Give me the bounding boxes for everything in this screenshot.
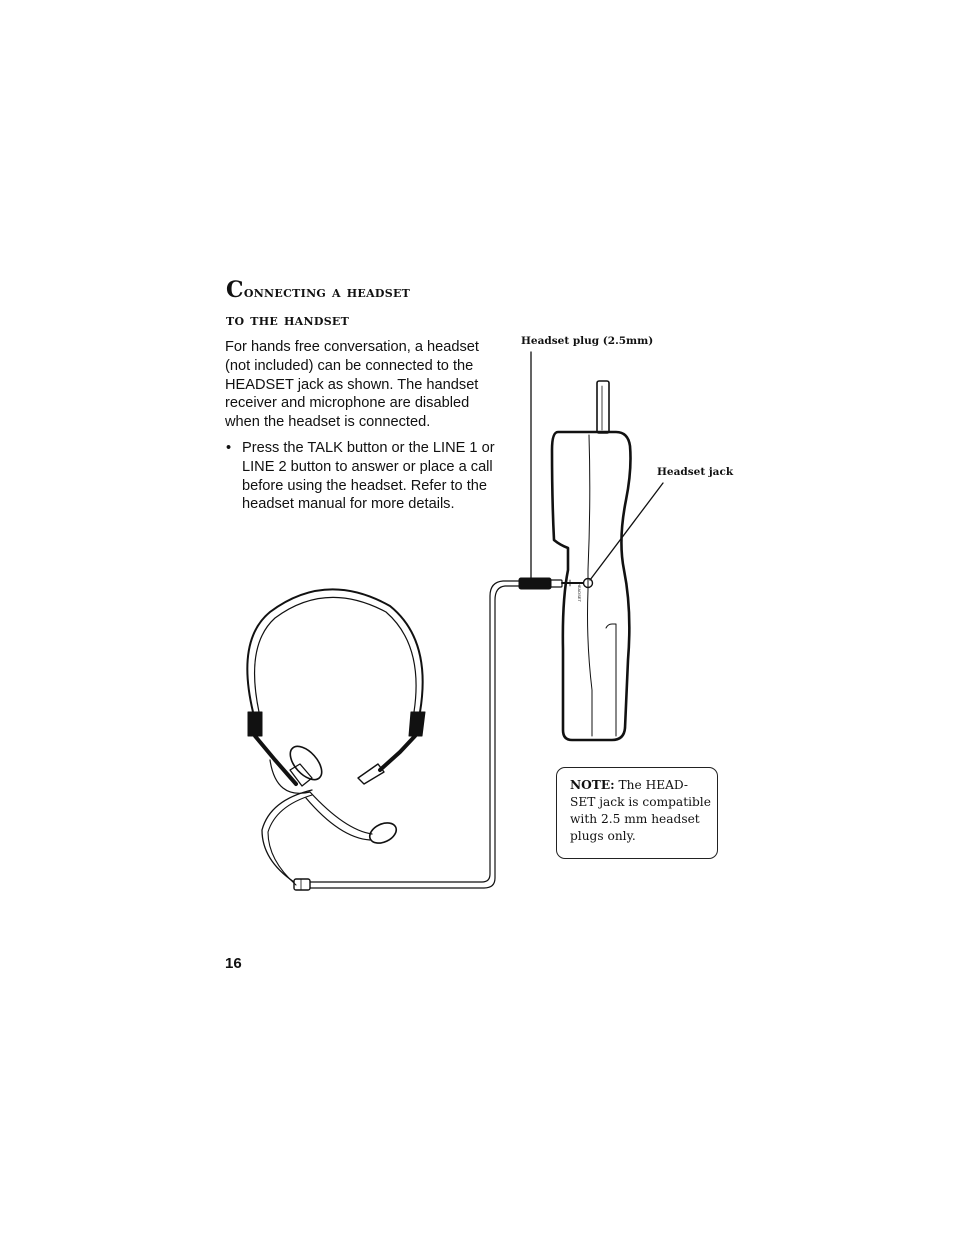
headset-plug-label: Headset plug (2.5mm) bbox=[521, 335, 654, 347]
headset-plug bbox=[519, 578, 583, 589]
note-label: NOTE: bbox=[570, 778, 615, 792]
svg-text:HEADSET: HEADSET bbox=[577, 583, 582, 602]
bullet-text: Press the TALK button or the LINE 1 or LINE 2 button to answer or place a call before using the headset. Refer to the headset manual for more details. bbox=[242, 439, 495, 513]
heading-line-2: to the handset bbox=[226, 310, 350, 329]
page-number: 16 bbox=[225, 955, 242, 972]
heading-initial-cap: C bbox=[226, 277, 244, 303]
handset-antenna bbox=[597, 381, 609, 433]
bullet-marker: • bbox=[226, 439, 232, 456]
cordless-handset bbox=[552, 432, 631, 740]
headset bbox=[247, 589, 425, 885]
heading-line-1-rest: onnecting a headset bbox=[243, 282, 411, 301]
headset-jack-label: Headset jack bbox=[657, 466, 734, 478]
note-box bbox=[556, 767, 718, 859]
headset-cord bbox=[294, 581, 519, 890]
intro-paragraph: For hands free conversation, a headset (not included) can be connected to the HEADSET jack as shown. The handset receiver and microphone are disabled when the headset is connected. bbox=[225, 339, 479, 431]
note-text: The HEAD-SET jack is compatible with 2.5 mm headset plugs only. bbox=[570, 778, 711, 843]
